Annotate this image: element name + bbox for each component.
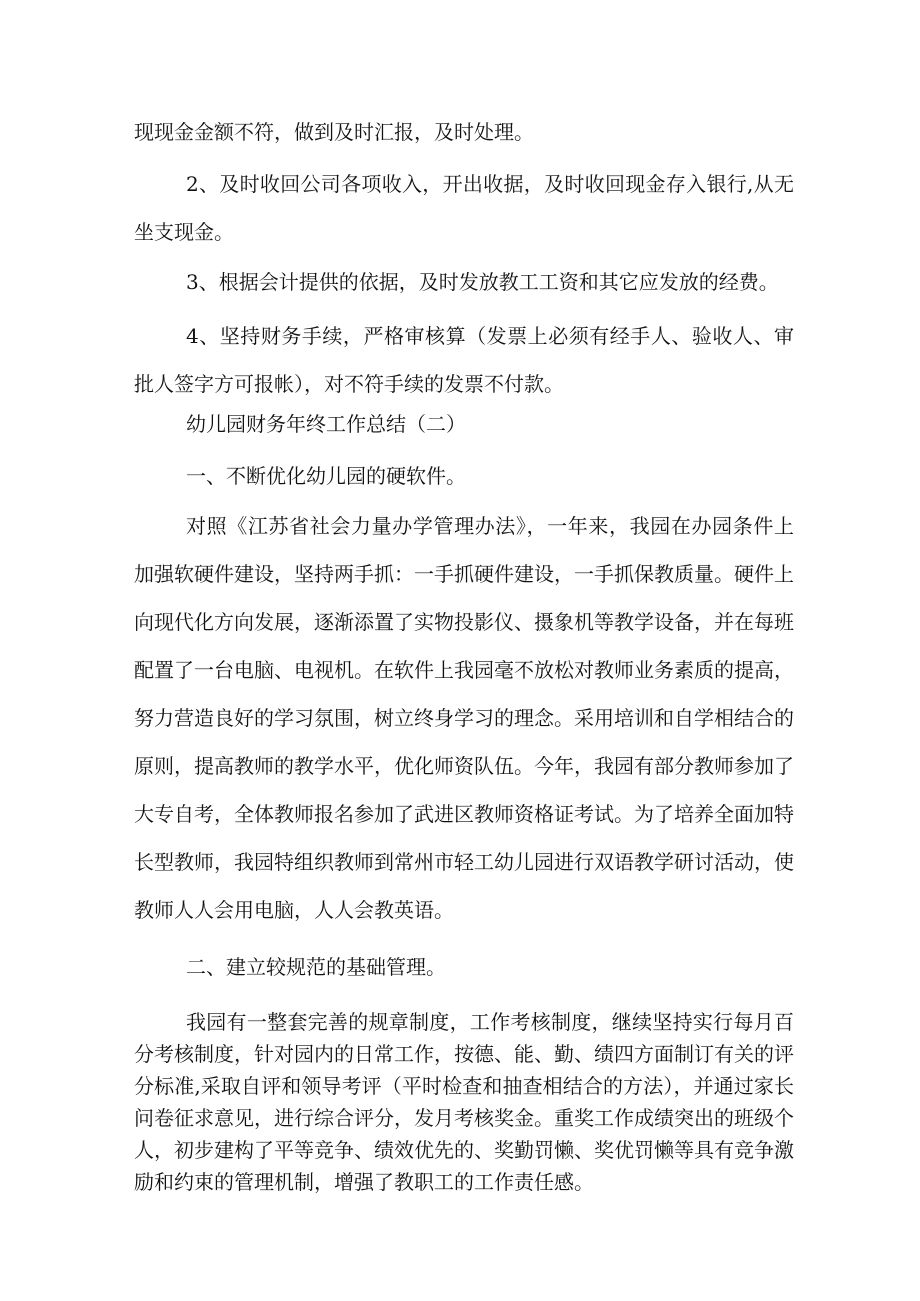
paragraph-item-4: 4、坚持财务手续，严格审核算（发票上必须有经手人、验收人、审批人签字方可报帐），对不符手续的发票不付款。 xyxy=(134,324,794,396)
section-heading-2: 二、建立较规范的基础管理。 xyxy=(186,955,446,979)
paragraph-section-2-body: 我园有一整套完善的规章制度，工作考核制度，继续坚持实行每月百分考核制度，针对园内的日常工作，按德、能、勤、绩四方面制订有关的评分标准,采取自评和领导考评（平时检查和抽查相结合的方法），并通过家长问卷征求意见，进行综合评分，发月考核奖金。重奖工作成绩突出的班级个人，初步建构了平等竞争、绩效优先的、奖勤罚懒、奖优罚懒等具有竞争激励和约束的管理机制，增强了教职工的工作责任感。 xyxy=(134,1010,794,1194)
section-heading-1: 一、不断优化幼儿园的硬软件。 xyxy=(186,464,466,488)
paragraph-section-1-body: 对照《江苏省社会力量办学管理办法》，一年来，我园在办园条件上加强软硬件建设，坚持两手抓：一手抓硬件建设，一手抓保教质量。硬件上向现代化方向发展，逐渐添置了实物投影仪、摄象机等教学设备，并在每班配置了一台电脑、电视机。在软件上我园毫不放松对教师业务素质的提高，努力营造良好的学习氛围，树立终身学习的理念。采用培训和自学相结合的原则，提高教师的教学水平，优化师资队伍。今年，我园有部分教师参加了大专自考，全体教师报名参加了武进区教师资格证考试。为了培养全面加特长型教师，我园特组织教师到常州市轻工幼儿园进行双语教学研讨活动，使教师人人会用电脑，人人会教英语。 xyxy=(134,514,794,922)
paragraph-continuation: 现现金金额不符，做到及时汇报，及时处理。 xyxy=(134,120,534,144)
paragraph-item-2: 2、及时收回公司各项收入，开出收据，及时收回现金存入银行,从无坐支现金。 xyxy=(134,172,794,244)
section-title: 幼儿园财务年终工作总结（二） xyxy=(186,412,466,436)
paragraph-item-3: 3、根据会计提供的依据，及时发放教工工资和其它应发放的经费。 xyxy=(186,270,779,294)
